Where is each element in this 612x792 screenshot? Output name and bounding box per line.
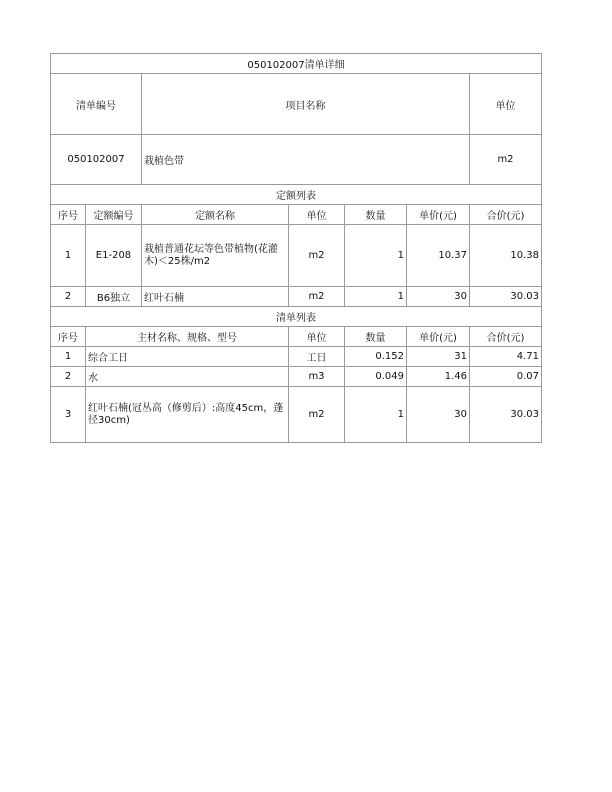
quota-code: B6独立 <box>86 287 142 307</box>
material-unit-price: 31 <box>407 347 470 367</box>
quota-unit-price: 10.37 <box>407 225 470 287</box>
header-label-row <box>51 74 542 135</box>
material-unit-price: 30 <box>407 387 470 443</box>
quota-index: 1 <box>51 225 86 287</box>
unit-label: 单位 <box>470 74 542 135</box>
material-col-name: 主材名称、规格、型号 <box>86 327 289 347</box>
material-total: 0.07 <box>470 367 542 387</box>
quota-qty: 1 <box>345 225 407 287</box>
quota-col-code: 定额编号 <box>86 205 142 225</box>
material-qty: 0.049 <box>345 367 407 387</box>
quota-col-qty: 数量 <box>345 205 407 225</box>
quota-total: 30.03 <box>470 287 542 307</box>
unit-value: m2 <box>470 135 542 185</box>
table-row <box>51 347 542 367</box>
quota-index: 2 <box>51 287 86 307</box>
quota-section-row <box>51 185 542 205</box>
bill-detail-table <box>50 53 542 443</box>
material-col-index: 序号 <box>51 327 86 347</box>
material-col-unit-price: 单价(元) <box>407 327 470 347</box>
quota-section-title: 定额列表 <box>51 185 542 205</box>
quota-total: 10.38 <box>470 225 542 287</box>
material-col-total: 合价(元) <box>470 327 542 347</box>
material-col-qty: 数量 <box>345 327 407 347</box>
material-index: 3 <box>51 387 86 443</box>
material-unit: 工日 <box>289 347 345 367</box>
material-index: 2 <box>51 367 86 387</box>
quota-unit: m2 <box>289 225 345 287</box>
material-name: 综合工日 <box>86 347 289 367</box>
quota-code: E1-208 <box>86 225 142 287</box>
bill-code-label: 清单编号 <box>51 74 142 135</box>
table-row <box>51 387 542 443</box>
quota-col-name: 定额名称 <box>142 205 289 225</box>
quota-unit: m2 <box>289 287 345 307</box>
quota-name: 红叶石楠 <box>142 287 289 307</box>
material-qty: 0.152 <box>345 347 407 367</box>
material-name: 水 <box>86 367 289 387</box>
material-unit: m2 <box>289 387 345 443</box>
quota-qty: 1 <box>345 287 407 307</box>
quota-col-index: 序号 <box>51 205 86 225</box>
header-value-row <box>51 135 542 185</box>
item-name-label: 项目名称 <box>142 74 470 135</box>
quota-unit-price: 30 <box>407 287 470 307</box>
table-title-row <box>51 54 542 74</box>
table-row <box>51 287 542 307</box>
quota-col-unit-price: 单价(元) <box>407 205 470 225</box>
table-row <box>51 225 542 287</box>
material-total: 30.03 <box>470 387 542 443</box>
material-index: 1 <box>51 347 86 367</box>
materials-section-row <box>51 307 542 327</box>
item-name-value: 栽植色带 <box>142 135 470 185</box>
material-unit-price: 1.46 <box>407 367 470 387</box>
materials-header-row <box>51 327 542 347</box>
table-row <box>51 367 542 387</box>
material-unit: m3 <box>289 367 345 387</box>
quota-col-unit: 单位 <box>289 205 345 225</box>
quota-col-total: 合价(元) <box>470 205 542 225</box>
materials-section-title: 清单列表 <box>51 307 542 327</box>
material-col-unit: 单位 <box>289 327 345 347</box>
bill-code-value: 050102007 <box>51 135 142 185</box>
material-qty: 1 <box>345 387 407 443</box>
material-name: 红叶石楠(冠丛高（修剪后）:高度45cm，蓬径30cm) <box>86 387 289 443</box>
quota-name: 栽植普通花坛等色带植物(花灌木)＜25株/m2 <box>142 225 289 287</box>
table-title: 050102007清单详细 <box>51 54 542 74</box>
quota-header-row <box>51 205 542 225</box>
material-total: 4.71 <box>470 347 542 367</box>
